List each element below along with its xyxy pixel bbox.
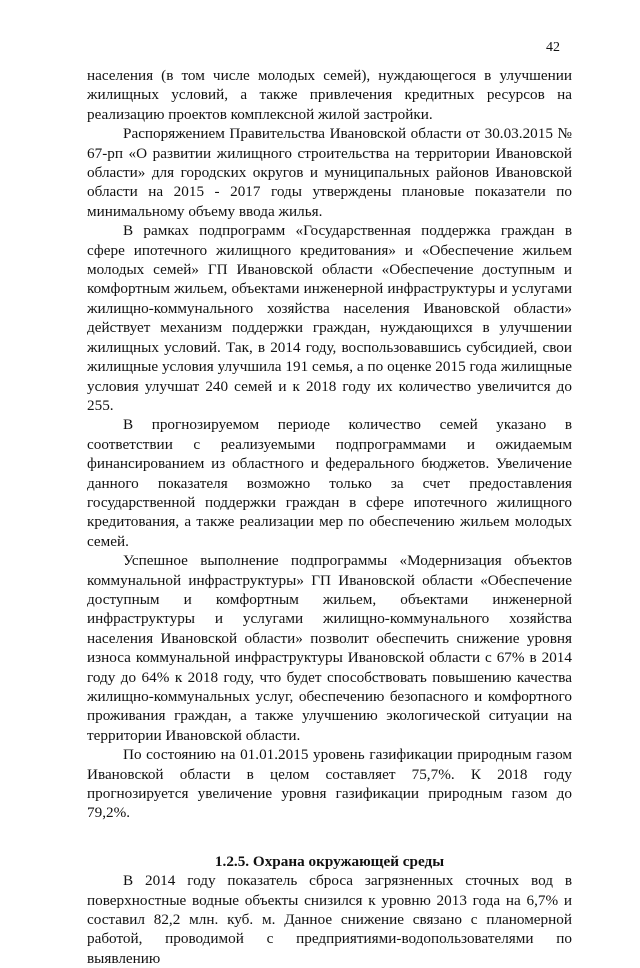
paragraph-mortgage-support: В рамках подпрограмм «Государственная поддержка граждан в сфере ипотечного жилищного кредитования» и «Обеспечение жильем молодых семей» ГП Ивановской области «Обеспечение доступным и комфортным жильем, объектами инженерной инфраструктуры и услугами жилищно-коммунального хозяйства населения Ивановской области» действует механизм поддержки граждан, нуждающихся в улучшении жилищных условий. Так, в 2014 году, воспользовавшись субсидией, свои жилищные условия улучшила 191 семья, а по оценке 2015 года жилищные условия улучшат 240 семей и к 2018 году их количество увеличится до 255. xyxy=(87,222,572,414)
paragraph-infrastructure-modernization: Успешное выполнение подпрограммы «Модернизация объектов коммунальной инфраструктуры» ГП Ивановской области «Обеспечение доступным и комфортным жильем, объектами инженерной инфраструктуры и услугами жилищно-коммунального хозяйства населения Ивановской области» позволит обеспечить снижение уровня износа коммунальной инфраструктуры Ивановской области с 67% в 2014 году до 64% к 2018 году, что будет способствовать повышению качества жилищно-коммунальных услуг, обеспечению безопасного и комфортного проживания граждан, а также улучшению экологической ситуации на территории Ивановской области. xyxy=(87,552,572,744)
page-body xyxy=(87,66,572,968)
paragraph-forecast-families: В прогнозируемом периоде количество семей указано в соответствии с реализуемыми подпрограммами и ожидаемым финансированием из областного и федерального бюджетов. Увеличение данного показателя возможно только за счет предоставления государственной поддержки граждан в сфере ипотечного жилищного кредитования, а также реализации мер по обеспечению жильем молодых семей. xyxy=(87,416,572,550)
paragraph-continued: населения (в том числе молодых семей), нуждающегося в улучшении жилищных условий, а также привлечения кредитных ресурсов на реализацию проектов комплексной жилой застройки. xyxy=(87,67,572,123)
section-heading: 1.2.5. Охрана окружающей среды xyxy=(214,852,445,870)
paragraph-gasification: По состоянию на 01.01.2015 уровень газификации природным газом Ивановской области в целом составляет 75,7%. К 2018 году прогнозируется увеличение уровня газификации природным газом до 79,2%. xyxy=(87,746,572,822)
page-number: 42 xyxy=(546,40,560,55)
paragraph-wastewater: В 2014 году показатель сброса загрязненных сточных вод в поверхностные водные объекты снизился к уровню 2013 года на 6,7% и составил 82,2 млн. куб. м. Данное снижение связано с планомерной работой, проводимой с предприятиями-водопользователями по выявлению xyxy=(87,872,572,967)
paragraph-housing-plan: Распоряжением Правительства Ивановской области от 30.03.2015 № 67-рп «О развитии жилищного строительства на территории Ивановской области» для городских округов и муниципальных районов Ивановской области на 2015 - 2017 годы утверждены плановые показатели по минимальному объему ввода жилья. xyxy=(87,125,572,220)
